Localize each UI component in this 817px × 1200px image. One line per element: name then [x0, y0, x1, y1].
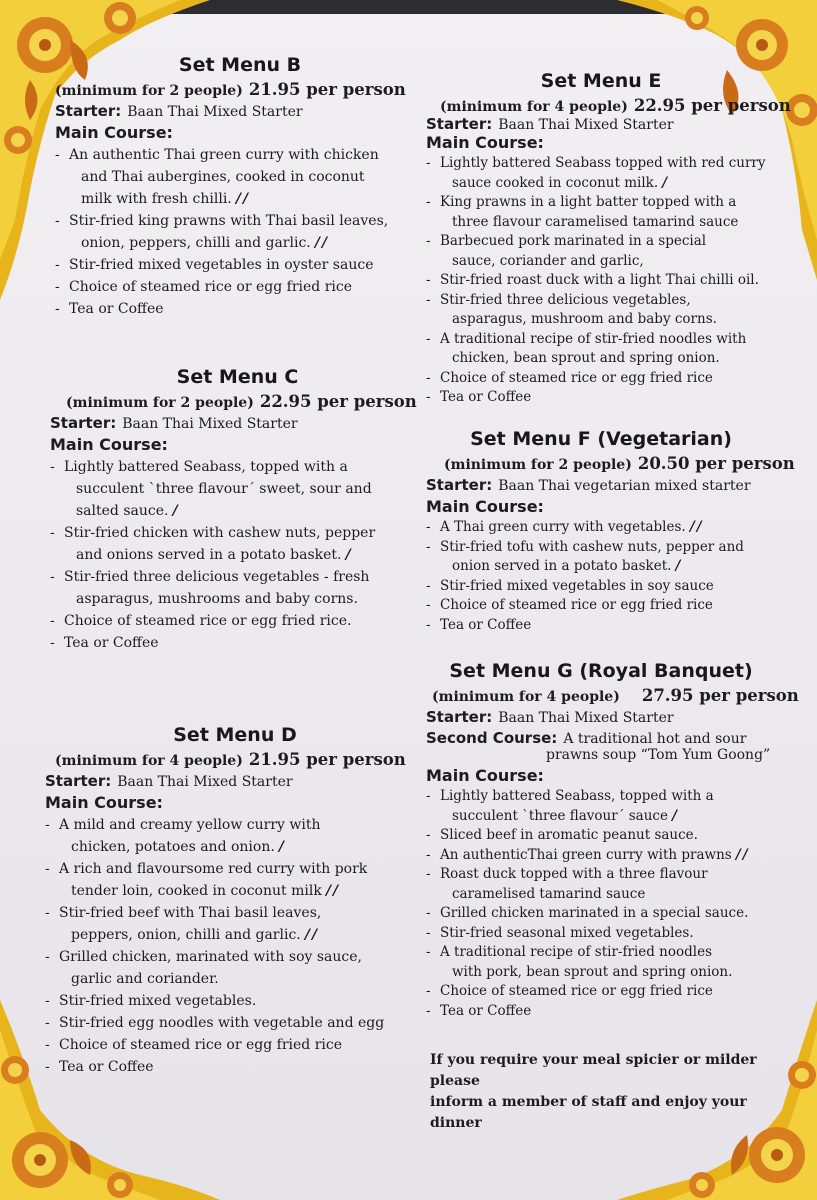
- menu-item: [426, 787, 776, 826]
- menu-item: [45, 1034, 425, 1056]
- dash-bullet: -: [50, 569, 55, 585]
- minimum-people: (minimum for 4 people): [55, 753, 243, 769]
- dash-bullet: -: [426, 983, 431, 999]
- menu-item-text: chicken, potatoes and onion. /: [71, 839, 286, 855]
- menu-item-text: Choice of steamed rice or egg fried rice: [69, 279, 353, 295]
- chilli-spice-icon: //: [735, 846, 750, 863]
- chilli-spice-icon: //: [235, 191, 250, 207]
- price: 20.50 per person: [637, 454, 795, 473]
- menu-item: [426, 291, 776, 330]
- dash-bullet: -: [426, 233, 431, 249]
- menu-item-text: onion served in a potato basket. /: [452, 558, 683, 574]
- menu-item-text: Lightly battered Seabass, topped with a: [440, 788, 714, 804]
- price: 22.95 per person: [259, 392, 417, 411]
- dash-bullet: -: [426, 194, 431, 210]
- menu-item: [426, 943, 776, 982]
- menu-item-text: Choice of steamed rice or egg fried rice: [440, 369, 713, 386]
- menu-item-text: asparagus, mushrooms and baby corns.: [76, 591, 358, 607]
- menu-item-text: with pork, bean sprout and spring onion.: [452, 963, 733, 980]
- menu-item-text: Stir-fried mixed vegetables.: [59, 993, 257, 1009]
- starter-line: [55, 102, 425, 120]
- menu-item: [426, 596, 776, 616]
- chilli-spice-icon: /: [172, 503, 180, 519]
- menu-item-text: Stir-fried mixed vegetables in soy sauce: [440, 577, 714, 594]
- main-course-label: Main Course:: [426, 133, 544, 152]
- menu-price-line: [426, 686, 799, 705]
- menu-item: [50, 566, 425, 610]
- dash-bullet: -: [426, 389, 431, 405]
- minimum-people: (minimum for 2 people): [66, 395, 254, 411]
- menu-item: [55, 210, 425, 254]
- chilli-spice-icon: //: [314, 235, 329, 251]
- menu-item: [45, 946, 425, 990]
- chilli-spice-icon: /: [675, 558, 683, 574]
- spice-note-line-1: If you require your meal spicier or milder please: [430, 1052, 757, 1089]
- dash-bullet: -: [426, 272, 431, 288]
- menu-item-text: Choice of steamed rice or egg fried rice: [440, 597, 713, 613]
- dash-bullet: -: [55, 279, 60, 295]
- main-course-list: [45, 814, 425, 1078]
- set-menu-f: [426, 428, 795, 635]
- main-course-label: Main Course:: [45, 793, 163, 812]
- menu-item: [45, 902, 425, 946]
- menu-item-text: Stir-fried tofu with cashew nuts, pepper and: [440, 538, 744, 555]
- price: 21.95 per person: [248, 750, 406, 769]
- dash-bullet: -: [45, 1015, 50, 1031]
- starter-label: Starter:: [426, 708, 493, 726]
- menu-item: [50, 632, 425, 654]
- starter-value: Baan Thai Mixed Starter: [498, 710, 674, 726]
- spice-note-line-2: inform a member of staff and enjoy your dinner: [430, 1094, 747, 1131]
- dash-bullet: -: [426, 519, 431, 535]
- dash-bullet: -: [45, 1037, 50, 1053]
- dash-bullet: -: [426, 597, 431, 613]
- dash-bullet: -: [50, 525, 55, 541]
- dash-bullet: -: [426, 369, 431, 386]
- starter-value: Baan Thai Mixed Starter: [117, 774, 293, 790]
- starter-line: [45, 772, 425, 790]
- menu-item: [426, 538, 776, 577]
- menu-item-text: Stir-fried beef with Thai basil leaves,: [59, 905, 322, 921]
- menu-item-text: Grilled chicken, marinated with soy sauce,: [59, 949, 362, 965]
- chilli-spice-icon: //: [689, 519, 704, 535]
- menu-item: [426, 193, 776, 232]
- second-course-value: A traditional hot and sour: [563, 731, 747, 747]
- menu-price-line: [426, 96, 791, 115]
- menu-item-text: tender loin, cooked in coconut milk //: [71, 883, 341, 899]
- menu-item-text: A rich and flavoursome red curry with pork: [59, 861, 368, 877]
- dash-bullet: -: [50, 635, 55, 651]
- starter-line: [426, 476, 776, 494]
- dash-bullet: -: [426, 924, 431, 941]
- dash-bullet: -: [55, 213, 60, 229]
- second-course-value-cont: prawns soup “Tom Yum Goong”: [546, 747, 771, 763]
- starter-line: [426, 708, 776, 726]
- starter-value: Baan Thai Mixed Starter: [127, 104, 303, 120]
- menu-item: [426, 982, 776, 1002]
- menu-title: Set Menu F (Vegetarian): [470, 428, 732, 450]
- menu-item-text: peppers, onion, chilli and garlic. //: [71, 927, 319, 943]
- menu-item-text: Stir-fried mixed vegetables in oyster sauce: [69, 257, 374, 273]
- dash-bullet: -: [45, 817, 50, 833]
- menu-item-text: An authenticThai green curry with prawns: [440, 846, 732, 863]
- menu-item-text: Sliced beef in aromatic peanut sauce.: [440, 827, 698, 843]
- menu-title: Set Menu B: [178, 54, 302, 76]
- menu-item: [426, 518, 776, 538]
- second-course-line: [426, 729, 776, 763]
- set-menu-c: [50, 366, 425, 654]
- menu-item-text: sauce, coriander and garlic,: [452, 252, 644, 269]
- main-course-label: Main Course:: [426, 766, 544, 785]
- dash-bullet: -: [426, 330, 431, 347]
- menu-title: Set Menu D: [173, 724, 297, 746]
- chilli-spice-icon: //: [304, 927, 319, 943]
- dash-bullet: -: [55, 257, 60, 273]
- dash-bullet: -: [426, 788, 431, 804]
- menu-item-text: Roast duck topped with a three flavour: [440, 866, 708, 882]
- menu-item: [426, 388, 776, 408]
- menu-item-text: Tea or Coffee: [69, 301, 164, 317]
- dash-bullet: -: [426, 905, 431, 921]
- menu-item: [50, 610, 425, 632]
- starter-label: Starter:: [55, 102, 122, 120]
- second-course-label: Second Course:: [426, 729, 558, 747]
- menu-item: [55, 298, 425, 320]
- main-course-list: [426, 154, 776, 408]
- menu-item: [45, 1012, 425, 1034]
- dash-bullet: -: [426, 827, 431, 843]
- minimum-people: (minimum for 2 people): [444, 457, 632, 473]
- minimum-people: (minimum for 4 people): [440, 99, 628, 115]
- dash-bullet: -: [45, 861, 50, 877]
- menu-item-text: Tea or Coffee: [64, 635, 159, 651]
- menu-title: Set Menu C: [176, 366, 299, 388]
- menu-item: [426, 577, 776, 597]
- price: 22.95 per person: [633, 96, 791, 115]
- menu-item: [45, 1056, 425, 1078]
- menu-item: [426, 846, 776, 866]
- starter-line: [50, 414, 425, 432]
- menu-price-line: [55, 80, 425, 99]
- menu-item-text: Stir-fried king prawns with Thai basil leaves,: [69, 213, 389, 229]
- menu-item-text: sauce cooked in coconut milk. /: [452, 174, 670, 191]
- starter-label: Starter:: [426, 115, 493, 133]
- menu-item-text: Tea or Coffee: [440, 1002, 532, 1019]
- menu-item: [426, 154, 776, 193]
- menu-item: [45, 990, 425, 1012]
- dash-bullet: -: [426, 616, 431, 633]
- menu-item: [426, 1002, 776, 1022]
- chilli-spice-icon: /: [345, 547, 353, 563]
- menu-item: [426, 271, 776, 291]
- menu-item-text: A Thai green curry with vegetables.: [440, 519, 686, 535]
- price: 21.95 per person: [248, 80, 406, 99]
- dash-bullet: -: [50, 459, 55, 475]
- main-course-label: Main Course:: [55, 123, 173, 142]
- menu-item-text: salted sauce. /: [76, 503, 180, 519]
- menu-title: Set Menu E: [540, 70, 662, 92]
- menu-item: [45, 814, 425, 858]
- menu-item-text: Lightly battered Seabass topped with red curry: [440, 155, 766, 171]
- menu-item-text: and Thai aubergines, cooked in coconut: [81, 169, 365, 185]
- dash-bullet: -: [45, 993, 50, 1009]
- dash-bullet: -: [45, 949, 50, 965]
- main-course-label: Main Course:: [426, 497, 544, 516]
- menu-item-text: Lightly battered Seabass, topped with a: [64, 459, 348, 475]
- chilli-spice-icon: //: [325, 883, 341, 899]
- menu-item-text: Tea or Coffee: [440, 616, 532, 633]
- menu-item: [55, 254, 425, 276]
- menu-item-text: King prawns in a light batter topped with a: [440, 194, 737, 210]
- dash-bullet: -: [426, 538, 431, 555]
- menu-item-text: Stir-fried seasonal mixed vegetables.: [440, 924, 694, 941]
- menu-item-text: Choice of steamed rice or egg fried rice.: [64, 613, 352, 629]
- menu-item-text: asparagus, mushroom and baby corns.: [452, 311, 717, 327]
- price: 27.95 per person: [641, 686, 799, 705]
- menu-item-text: caramelised tamarind sauce: [452, 885, 646, 902]
- starter-label: Starter:: [426, 476, 493, 494]
- menu-item-text: onion, peppers, chilli and garlic. //: [81, 235, 329, 251]
- chilli-spice-icon: /: [662, 174, 670, 191]
- starter-value: Baan Thai Mixed Starter: [122, 416, 298, 432]
- main-course-list: [55, 144, 425, 320]
- chilli-spice-icon: /: [671, 807, 679, 824]
- menu-item: [55, 144, 425, 210]
- menu-item: [426, 904, 776, 924]
- dash-bullet: -: [426, 866, 431, 882]
- starter-label: Starter:: [45, 772, 112, 790]
- menu-item-text: An authentic Thai green curry with chicken: [69, 147, 379, 163]
- dash-bullet: -: [55, 147, 60, 163]
- menu-item-text: Stir-fried egg noodles with vegetable and egg: [59, 1015, 385, 1031]
- set-menu-b: [55, 54, 425, 320]
- menu-item-text: Tea or Coffee: [59, 1059, 154, 1075]
- dash-bullet: -: [45, 905, 50, 921]
- menu-price-line: [50, 392, 425, 411]
- main-course-list: [426, 787, 776, 1021]
- main-course-label: Main Course:: [50, 435, 168, 454]
- menu-item: [426, 232, 776, 271]
- minimum-people: (minimum for 4 people): [432, 689, 620, 705]
- menu-item: [45, 858, 425, 902]
- dash-bullet: -: [50, 613, 55, 629]
- main-course-list: [50, 456, 425, 654]
- menu-item-text: succulent `three flavour´ sweet, sour and: [76, 481, 372, 497]
- menu-item-text: Tea or Coffee: [440, 389, 532, 405]
- menu-item: [426, 826, 776, 846]
- menu-item-text: Stir-fried chicken with cashew nuts, pepper: [64, 525, 376, 541]
- main-course-list: [426, 518, 776, 635]
- menu-item: [50, 522, 425, 566]
- menu-item-text: A traditional recipe of stir-fried noodles: [440, 944, 713, 960]
- dash-bullet: -: [426, 291, 431, 308]
- minimum-people: (minimum for 2 people): [55, 83, 243, 99]
- menu-item-text: A traditional recipe of stir-fried noodles with: [440, 330, 747, 347]
- menu-item-text: Barbecued pork marinated in a special: [440, 233, 707, 249]
- starter-value: Baan Thai Mixed Starter: [498, 117, 674, 133]
- menu-item-text: milk with fresh chilli. //: [81, 191, 250, 207]
- spice-note: [430, 1050, 790, 1134]
- menu-item-text: chicken, bean sprout and spring onion.: [452, 350, 720, 366]
- menu-price-line: [45, 750, 425, 769]
- set-menu-d: [45, 724, 425, 1078]
- menu-item-text: A mild and creamy yellow curry with: [59, 817, 321, 833]
- set-menu-e: [426, 70, 791, 408]
- menu-item-text: Grilled chicken marinated in a special sauce.: [440, 905, 749, 921]
- starter-value: Baan Thai vegetarian mixed starter: [498, 478, 751, 494]
- starter-label: Starter:: [50, 414, 117, 432]
- menu-item: [50, 456, 425, 522]
- menu-item: [426, 865, 776, 904]
- dash-bullet: -: [55, 301, 60, 317]
- menu-title: Set Menu G (Royal Banquet): [449, 660, 753, 682]
- set-menu-g: [426, 660, 799, 1021]
- menu-item-text: Stir-fried three delicious vegetables,: [440, 291, 691, 308]
- dash-bullet: -: [426, 846, 431, 863]
- menu-item: [426, 330, 776, 369]
- menu-item-text: Choice of steamed rice or egg fried rice: [440, 983, 713, 999]
- dash-bullet: -: [45, 1059, 50, 1075]
- menu-item: [55, 276, 425, 298]
- menu-item-text: garlic and coriander.: [71, 971, 219, 987]
- menu-price-line: [426, 454, 795, 473]
- menu-item: [426, 924, 776, 944]
- menu-item-text: Stir-fried three delicious vegetables - fresh: [64, 569, 370, 585]
- menu-item-text: and onions served in a potato basket. /: [76, 547, 353, 563]
- starter-line: [426, 115, 776, 133]
- menu-item: [426, 616, 776, 636]
- menu-item-text: three flavour caramelised tamarind sauce: [452, 213, 739, 230]
- menu-item-text: Choice of steamed rice or egg fried rice: [59, 1037, 343, 1053]
- dash-bullet: -: [426, 577, 431, 594]
- dash-bullet: -: [426, 155, 431, 171]
- menu-item: [426, 369, 776, 389]
- menu-item-text: Stir-fried roast duck with a light Thai chilli oil.: [440, 272, 759, 288]
- dash-bullet: -: [426, 944, 431, 960]
- chilli-spice-icon: /: [278, 839, 286, 855]
- menu-item-text: succulent `three flavour´ sauce /: [452, 807, 679, 824]
- dash-bullet: -: [426, 1002, 431, 1019]
